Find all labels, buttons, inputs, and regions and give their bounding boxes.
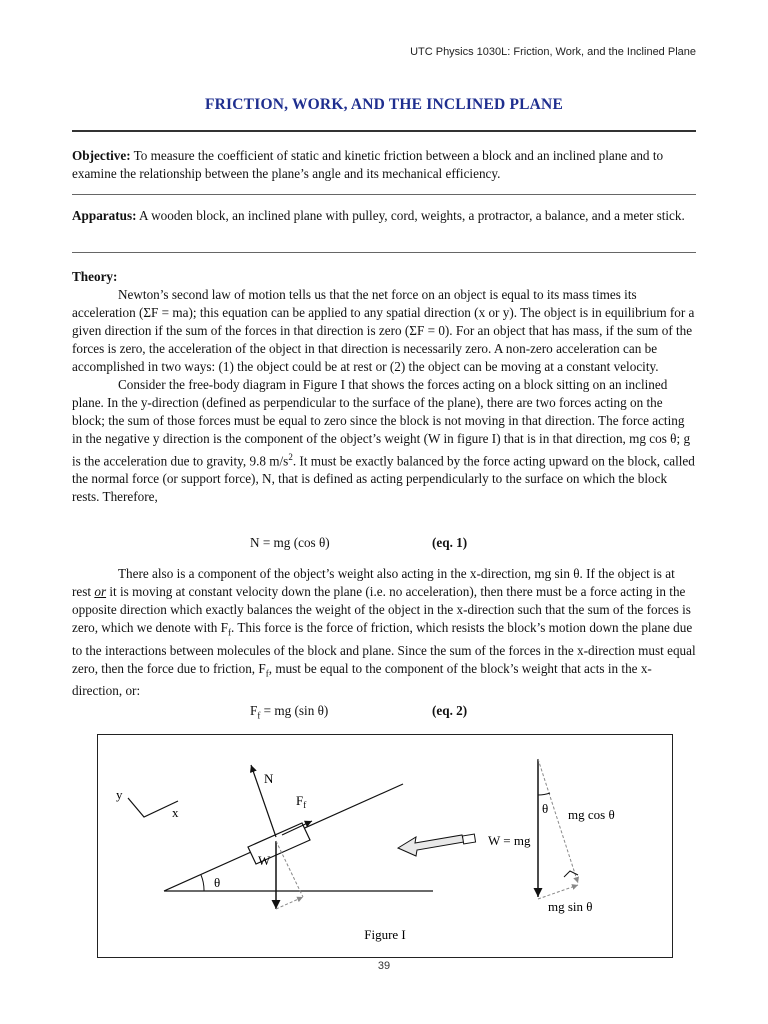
theory-paragraph-3: There also is a component of the object’s weight also acting in the x-direction, mg sin θ. If the object is at rest or it is moving at constant velocity down the plane (i.e. no acceleration), then there must be a force acting in the opposite direction which exactly balances the weight of the object in the x-direction such that the sum of the forces is zero, which we denote with $F_f$. This force is the force of friction, which resists the block’s motion down the plane due to the interactions between molecules of the block and plane. Since the sum of the forces in the x-direction must equal zero, then the force due to friction, $F_f$, must be equal to the component of the block’s weight that acts in the x-direction, or:	[72, 566, 696, 699]
divider	[72, 252, 696, 253]
vector-angle-arc	[538, 793, 550, 795]
objective-section	[72, 147, 696, 183]
big-arrow	[398, 835, 464, 856]
mg-cos-label: mg cos θ	[568, 807, 615, 822]
apparatus-text: A wooden block, an inclined plane with pulley, cord, weights, a protractor, a balance, and a meter stick.	[136, 208, 685, 223]
divider	[72, 130, 696, 132]
vector-theta-label: θ	[542, 801, 549, 816]
page-number: 39	[377, 960, 391, 972]
page-title: FRICTION, WORK, AND THE INCLINED PLANE	[205, 96, 563, 113]
figure-caption: Figure I	[364, 927, 406, 942]
theory-heading: Theory:	[72, 269, 118, 284]
normal-force-label: N	[264, 771, 274, 786]
apparatus-section	[72, 207, 696, 225]
theory-section	[72, 268, 696, 506]
equation-1: N = mg (cos θ)	[250, 535, 330, 550]
w-mg-label: W = mg	[488, 833, 531, 848]
vector-mg-sin	[538, 885, 578, 899]
free-body-diagram	[98, 735, 672, 957]
theory-paragraph-1: Newton’s second law of motion tells us that the net force on an object is equal to its mass times its acceleration (ΣF = ma); this equation can be applied to any spatial direction (x or y). The object is in equilibrium for a given direction if the sum of the forces in that direction is zero (ΣF = 0). For an object that has mass, if the sum of the forces is zero, the acceleration of the object in that direction is necessarily zero. A non-zero acceleration can be accomplished in two ways: (1) the object could be at rest or (2) the object can be moving at a constant velocity.	[72, 287, 695, 374]
figure-frame	[97, 734, 673, 958]
equation-2-label: (eq. 2)	[432, 703, 468, 718]
right-angle-mark	[564, 871, 578, 877]
divider	[72, 194, 696, 195]
x-axis-label: x	[172, 805, 179, 820]
running-header: UTC Physics 1030L: Friction, Work, and the Inclined Plane	[410, 46, 696, 58]
objective-label: Objective:	[72, 148, 131, 163]
theta-label: θ	[214, 875, 221, 890]
apparatus-label: Apparatus:	[72, 208, 137, 223]
equation-2: $F_f$ = mg (sin θ)	[250, 703, 329, 721]
friction-label: $F_f$	[296, 793, 307, 810]
arrow-tail	[462, 834, 475, 844]
weight-parallel-component	[276, 897, 303, 909]
weight-label: W	[258, 853, 271, 868]
objective-text: To measure the coefficient of static and kinetic friction between a block and an inclined plane and to examine the relationship between the plane’s angle and its mechanical efficiency.	[72, 148, 664, 181]
y-axis-label: y	[116, 787, 123, 802]
angle-arc	[201, 875, 204, 891]
mg-sin-label: mg sin θ	[548, 899, 593, 914]
equation-1-label: (eq. 1)	[432, 535, 468, 550]
theory-paragraph-2: Consider the free-body diagram in Figure I that shows the forces acting on a block sitting on an inclined plane. In the y-direction (defined as perpendicular to the surface of the plane), there are two forces acting on the block; the sum of those forces must be equal to zero since the block is not moving in that direction. The force acting in the negative y direction is the component of the object’s weight (W in figure I) that is in that direction, mg cos θ; g is the acceleration due to gravity, 9.8 $m/s^2$. It must be exactly balanced by the force acting upward on the block, called the normal force (or support force), N, that is defined as acting perpendicularly to the surface on which the block rests. Therefore,	[72, 377, 695, 505]
theory-paragraph-3-wrap	[72, 565, 696, 700]
axis-glyph	[128, 798, 178, 817]
